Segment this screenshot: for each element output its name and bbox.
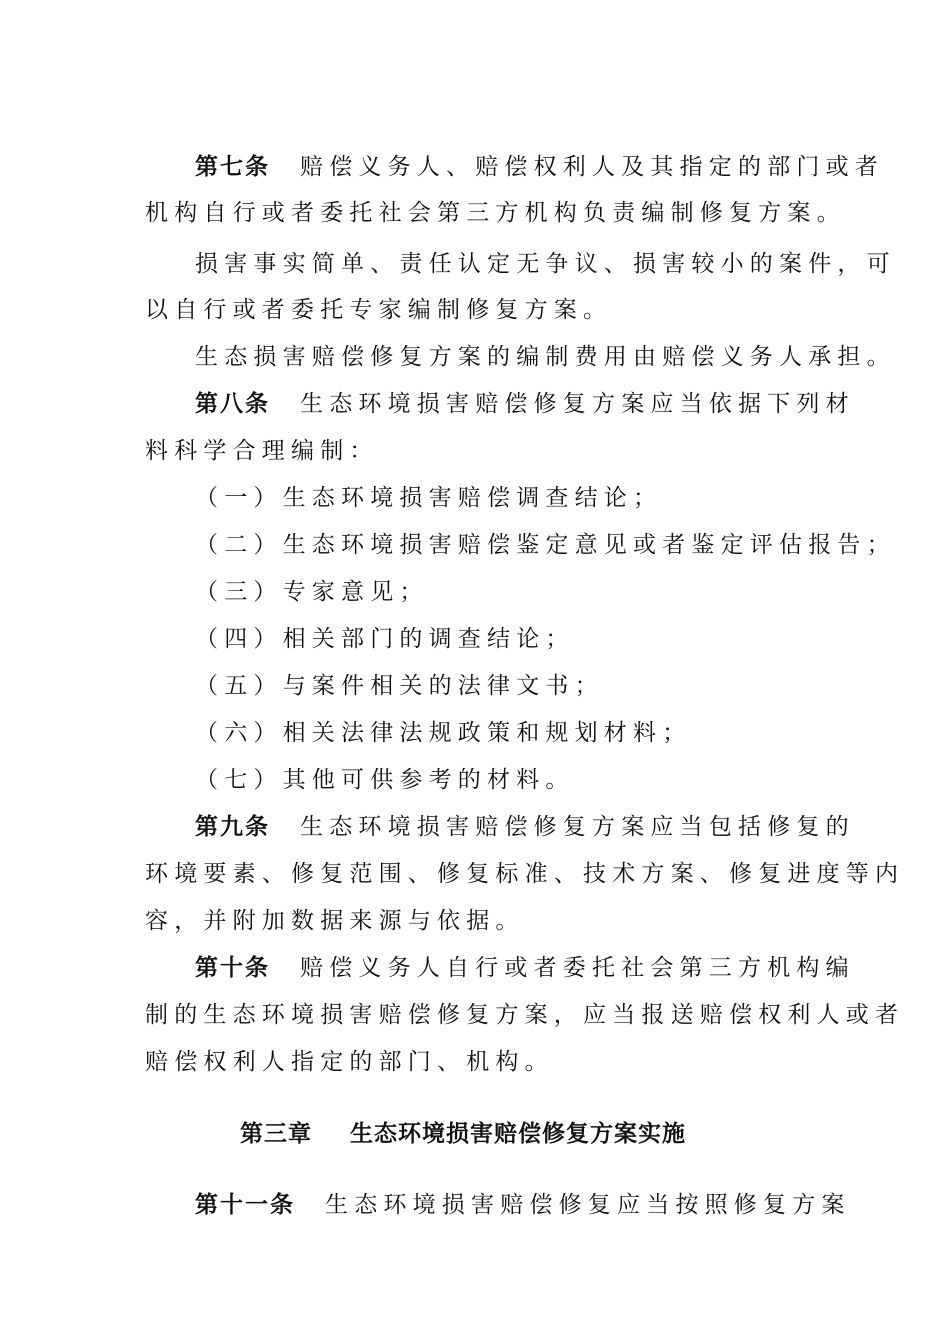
- article-8-item-2: （二）生态环境损害赔偿鉴定意见或者鉴定评估报告；: [195, 532, 896, 558]
- article-10-label: 第十条: [195, 955, 270, 981]
- chapter-heading: [240, 1119, 686, 1149]
- article-10-text-1: 赔偿义务人自行或者委托社会第三方机构编: [300, 955, 855, 981]
- article-8-first-line: [195, 389, 855, 419]
- article-7-para-3: 生态损害赔偿修复方案的编制费用由赔偿义务人承担。: [195, 344, 896, 370]
- article-9-text-2: 环境要素、修复范围、修复标准、技术方案、修复进度等内: [145, 861, 905, 887]
- article-8-text-2: 料科学合理编制：: [145, 438, 379, 464]
- article-7-text-1: 赔偿义务人、赔偿权利人及其指定的部门或者: [300, 154, 884, 180]
- article-8-item-4: （四）相关部门的调查结论；: [195, 626, 575, 652]
- article-9-first-line: [195, 812, 855, 842]
- article-11-first-line: [195, 1190, 851, 1220]
- chapter-title: 生态环境损害赔偿修复方案实施: [350, 1121, 686, 1147]
- chapter-number: 第三章: [240, 1121, 312, 1147]
- article-8-item-1: （一）生态环境损害赔偿调查结论；: [195, 485, 663, 511]
- article-7-first-line: [195, 152, 884, 182]
- article-10-first-line: [195, 953, 855, 983]
- article-8-item-5: （五）与案件相关的法律文书；: [195, 673, 604, 699]
- article-10-text-2: 制的生态环境损害赔偿修复方案，应当报送赔偿权利人或者: [145, 1002, 905, 1028]
- article-11-text-1: 生态环境损害赔偿修复应当按照修复方案: [325, 1192, 851, 1218]
- article-7-para-2-line-1: 损害事实简单、责任认定无争议、损害较小的案件，可: [195, 251, 896, 277]
- article-9-text-3: 容，并附加数据来源与依据。: [145, 908, 525, 934]
- article-10-text-3: 赔偿权利人指定的部门、机构。: [145, 1049, 554, 1075]
- article-9-text-1: 生态环境损害赔偿修复方案应当包括修复的: [300, 814, 855, 840]
- article-7-text-2: 机构自行或者委托社会第三方机构负责编制修复方案。: [145, 200, 846, 226]
- article-8-item-6: （六）相关法律法规政策和规划材料；: [195, 720, 692, 746]
- article-8-item-7: （七）其他可供参考的材料。: [195, 767, 575, 793]
- article-7-para-2-line-2: 以自行或者委托专家编制修复方案。: [145, 297, 613, 323]
- article-8-label: 第八条: [195, 391, 270, 417]
- article-7-label: 第七条: [195, 154, 270, 180]
- article-8-item-3: （三）专家意见；: [195, 579, 429, 605]
- article-8-text-1: 生态环境损害赔偿修复方案应当依据下列材: [300, 391, 855, 417]
- article-9-label: 第九条: [195, 814, 270, 840]
- article-11-label: 第十一条: [195, 1192, 295, 1218]
